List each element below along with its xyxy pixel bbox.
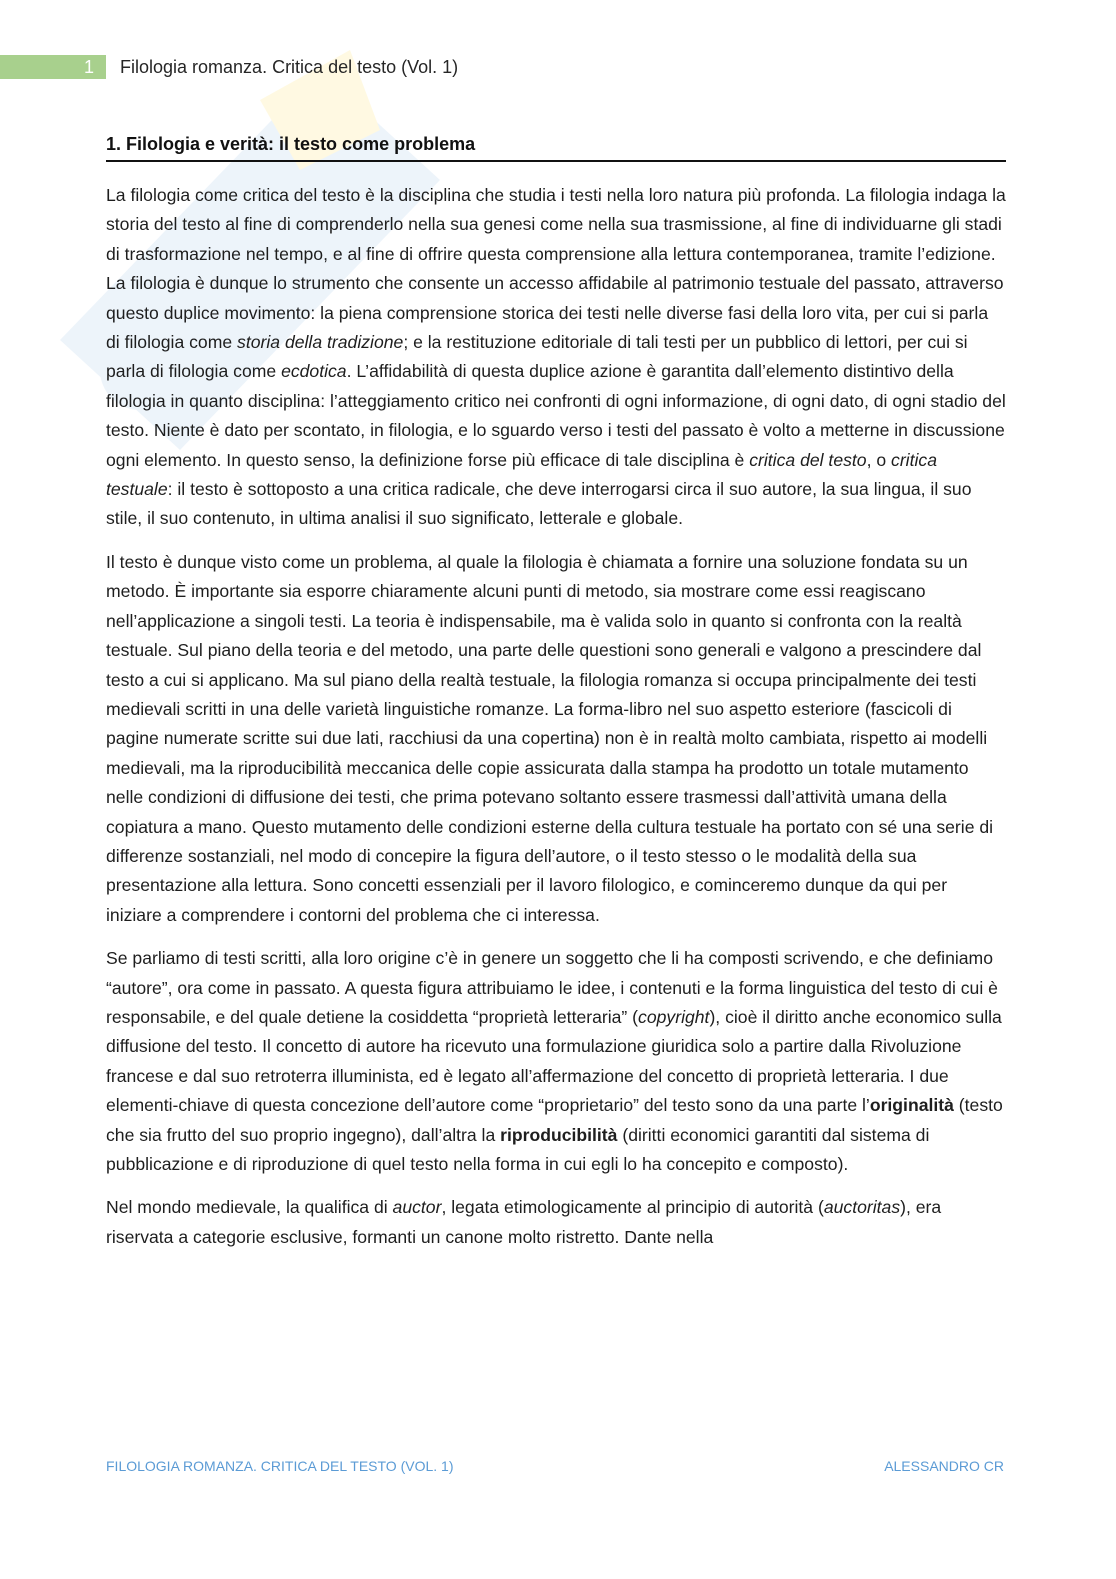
text-run: Se parliamo di testi scritti, alla loro origine c’è in genere un soggetto che li ha composti scrivendo, e che definiamo “autore”, ora come in passato. A questa figura attribuiamo le idee, i contenuti e la forma linguistica del testo di cui è responsabile, e del quale detiene la cosiddetta “proprietà letteraria” ( (106, 948, 998, 1027)
section-title: 1. Filologia e verità: il testo come problema (106, 134, 1006, 162)
paragraph-2 (106, 548, 1006, 930)
italic-term: auctor (392, 1197, 442, 1218)
text-run: ; e la restituzione editoriale di tali testi per un pubblico di lettori, per cui si parla di filologia come (106, 332, 968, 382)
text-run: , o (866, 449, 892, 470)
italic-term: copyright (638, 1006, 710, 1027)
paragraph-3 (106, 944, 1006, 1179)
text-run: : il testo è sottoposto a una critica radicale, che deve interrogarsi circa il suo autore, la sua lingua, il suo stile, il suo contenuto, in ultima analisi il suo significato, letterale e globale. (106, 479, 972, 529)
italic-term: auctoritas (823, 1197, 901, 1218)
italic-term: critica testuale (106, 449, 937, 500)
bold-term: originalità (869, 1095, 954, 1116)
text-run: Il testo è dunque visto come un problema, al quale la filologia è chiamata a fornire una soluzione fondata su un metodo. È importante sia esporre chiaramente alcuni punti di metodo, sia mostrare come essi reagiscano nell’applicazione a singoli testi. La teoria è indispensabile, ma è valida solo in quanto si confronta con la realtà testuale. Sul piano della teoria e del metodo, una parte delle questioni sono generali e valgono a prescindere dal testo a cui si applicano. Ma sul piano della realtà testuale, la filologia romanza si occupa principalmente dei testi medievali scritti in una delle varietà linguistiche romanze. La forma-libro nel suo aspetto esteriore (fascicoli di pagine numerate scritte sui due lati, racchiusi da una copertina) non è in realtà molto cambiata, rispetto ai modelli medievali, ma la riproducibilità meccanica delle copie assicurata dalla stampa ha prodotto un totale mutamento nelle condizioni di diffusione dei testi, che prima potevano soltanto essere trasmessi dall’attività umana della copiatura a mano. Questo mutamento delle condizioni esterne della cultura testuale ha portato con sé una serie di differenze sostanziali, nel modo di concepire la figura dell’autore, o il testo stesso o le modalità della sua presentazione alla lettura. Sono concetti essenziali per il lavoro filologico, e cominceremo dunque da qui per iniziare a comprendere i contorni del problema che ci interessa. (106, 551, 994, 925)
paragraph-4 (106, 1193, 1006, 1252)
page-number: 1 (83, 57, 94, 77)
text-run: , legata etimologicamente al principio di autorità ( (441, 1197, 824, 1218)
text-run: ), cioè il diritto anche economico sulla diffusione del testo. Il concetto di autore ha ricevuto una formulazione giuridica solo a partire dalla Rivoluzione francese e dal suo retroterra illuminista, ed è legato all’affermazione del concetto di proprietà letteraria. I due elementi-chiave di questa concezione dell’autore come “proprietario” del testo sono da una parte l’ (106, 1006, 1002, 1116)
italic-term: critica del testo (749, 449, 867, 470)
footer-author: ALESSANDRO CR (884, 1458, 1004, 1474)
text-run: Nel mondo medievale, la qualifica di (106, 1197, 393, 1218)
running-title: Filologia romanza. Critica del testo (Vol. 1) (120, 57, 459, 77)
italic-term: ecdotica (281, 361, 347, 382)
text-run: . L’affidabilità di questa duplice azione è garantita dall’elemento distintivo della filologia in quanto disciplina: l’atteggiamento critico nei confronti di ogni informazione, di ogni dato, di ogni stadio del testo. Niente è dato per scontato, in filologia, e lo sguardo verso i testi del passato è volto a metterne in discussione ogni elemento. In questo senso, la definizione forse più efficace di tale disciplina è (106, 361, 1006, 470)
paragraph-1 (106, 181, 1006, 534)
text-run: (testo che sia frutto del suo proprio ingegno), dall’altra la (106, 1095, 1003, 1145)
body-text (106, 181, 1006, 1266)
text-run: ), era riservata a categorie esclusive, formanti un canone molto ristretto. Dante nella (106, 1197, 942, 1247)
footer-title: FILOLOGIA ROMANZA. CRITICA DEL TESTO (VOL. 1) (106, 1458, 454, 1474)
bold-term: riproducibilità (500, 1124, 618, 1145)
italic-term: storia della tradizione (237, 332, 404, 353)
text-run: La filologia come critica del testo è la disciplina che studia i testi nella loro natura più profonda. La filologia indaga la storia del testo al fine di comprenderlo nella sua genesi come nella sua trasmissione, al fine di individuarne gli stadi di trasformazione nel tempo, e al fine di offrire questa comprensione alla lettura contemporanea, tramite l’edizione. La filologia è dunque lo strumento che consente un accesso affidabile al patrimonio testuale del passato, attraverso questo duplice movimento: la piena comprensione storica dei testi nelle diverse fasi della loro vita, per cui si parla di filologia come (106, 185, 1006, 353)
text-run: (diritti economici garantiti dal sistema di pubblicazione e di riproduzione di quel testo nella forma in cui egli lo ha concepito e composto). (106, 1124, 930, 1174)
